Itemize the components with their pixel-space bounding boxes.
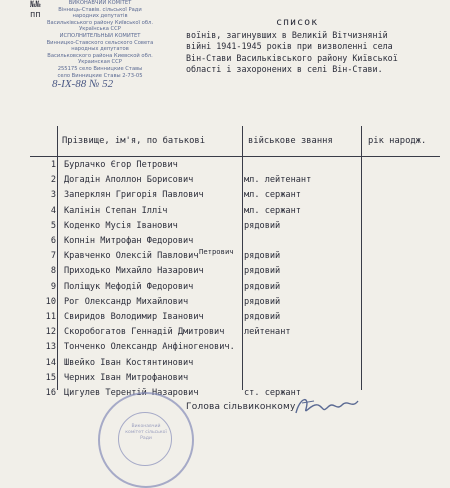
heading-line: Він-Стави Васильківського району Київської (186, 52, 398, 63)
row-rank: мл. сержант (244, 205, 301, 216)
row-num: 9 (50, 281, 56, 292)
row-rank: рядовий (244, 281, 281, 292)
table-row (30, 158, 440, 172)
row-name: Приходько Михайло Назарович (64, 266, 204, 277)
round-seal (98, 392, 194, 488)
row-name: Заперклян Григорія Павлович (64, 190, 204, 201)
row-rank: лейтенант (244, 327, 291, 338)
stamp-date: 8-IX-88 № 52 (52, 78, 114, 91)
signature-mark (292, 393, 362, 419)
row-num: 16 (45, 388, 56, 398)
table-row (30, 371, 440, 385)
table-row (30, 325, 440, 339)
stamp-line: ВИКОНАВЧИЙ КОМІТЕТ (68, 0, 132, 6)
row-num: 5 (50, 220, 56, 231)
row-num: 14 (45, 357, 56, 368)
table-row (30, 173, 440, 187)
row-name: Швейко Іван Костянтинович (64, 357, 194, 368)
table-row (30, 219, 440, 233)
row-num: 8 (50, 266, 56, 277)
row-name: Копнін Митрофан Федорович (64, 236, 194, 246)
table-row (30, 295, 440, 309)
row-rank: рядовий (244, 296, 281, 307)
table-row (30, 340, 440, 354)
header-name: Прізвище, ім'я, по батькові (62, 136, 205, 146)
stamp-line: Вінниць-Ставів. сільської Ради (58, 6, 142, 13)
table-row (30, 188, 440, 202)
row-name: Догадін Аполлон Борисович (64, 175, 194, 186)
row-num: 15 (45, 372, 56, 383)
row-num: 11 (45, 312, 56, 322)
stamp-line: Винницко-Ставского сельского Совета (46, 39, 154, 46)
table-row (30, 310, 440, 324)
table-row (30, 280, 440, 294)
row-name: Коденко Мусія Іванович (64, 220, 178, 231)
row-rank: рядовий (244, 312, 281, 322)
row-num: 7 (50, 251, 56, 262)
table-row (30, 386, 440, 400)
stamp-line: Васильківського району Київської обл. (46, 19, 154, 26)
heading-line: області і захоронених в селі Він-Стави. (186, 63, 383, 74)
stamp-line: народных депутатов (71, 46, 129, 53)
stamp-line: Украинская ССР (78, 59, 122, 66)
heading-line: воїнів, загинувших в Великій Вітчизняній (186, 30, 388, 40)
row-name: Бурлачко Єгор Петрович (64, 160, 178, 170)
row-name: Скоробогатов Геннадій Дмитрович (64, 327, 225, 338)
row-rank: рядовий (244, 266, 281, 277)
header-rank: військове звання (248, 136, 333, 146)
document-title: список (276, 17, 319, 28)
stamp-line: Васильковского района Киевской обл. (47, 52, 153, 59)
table-row (30, 204, 440, 218)
row-name: Свиридов Володимир Іванович (64, 312, 204, 322)
row-name: Тонченко Олександр Анфіногенович. (64, 342, 235, 353)
stamp-line: Українська ССР (79, 26, 121, 33)
stamp-line: ИСПОЛНИТЕЛЬНЫЙ КОМИТЕТ (59, 32, 141, 39)
row-rank: рядовий (244, 251, 281, 262)
row-num: 4 (50, 205, 56, 216)
table-row (30, 356, 440, 370)
table-row (30, 234, 440, 248)
row-name: Калінін Степан Ілліч (64, 205, 168, 216)
handwritten-annotation: Петрович (199, 247, 234, 256)
row-num: 13 (45, 342, 56, 353)
row-name: Кравченко Олексій Павлович (64, 251, 199, 262)
row-rank: мл. лейтенант (244, 175, 312, 186)
row-num: 10 (45, 296, 56, 307)
table-row (30, 264, 440, 278)
row-rank: рядовий (244, 220, 281, 231)
row-rank: ст. сержант (244, 388, 301, 398)
header-year: рік народж. (368, 136, 427, 146)
document-heading (186, 30, 444, 75)
row-num: 6 (50, 236, 56, 246)
row-num: 1 (50, 160, 56, 170)
seal-text: Виконавчий комітет сільської Ради (125, 424, 167, 441)
signature-label: Голова сільвиконкому (186, 402, 296, 412)
row-name: Рог Олександр Михайлович (64, 296, 189, 307)
stamp-line: село Винницкие Ставы 2-73-05 (57, 72, 143, 79)
row-name: Черних Іван Митрофанович (64, 372, 189, 383)
stamp-line: 255175 село Винницкие Ставы (57, 65, 143, 72)
row-num: 12 (45, 327, 56, 338)
row-num: 2 (50, 175, 56, 186)
heading-line: війні 1941-1945 років при визволенні села (186, 41, 393, 52)
header-num: №№ пп (30, 0, 41, 20)
row-rank: мл. сержант (244, 190, 301, 201)
table-row (30, 249, 440, 263)
stamp-line: народних депутатів (72, 13, 128, 20)
row-num: 3 (50, 190, 56, 201)
row-name: Цигулев Терентій Назарович (64, 388, 199, 398)
row-name: Поліщук Мефодій Федорович (64, 281, 194, 292)
